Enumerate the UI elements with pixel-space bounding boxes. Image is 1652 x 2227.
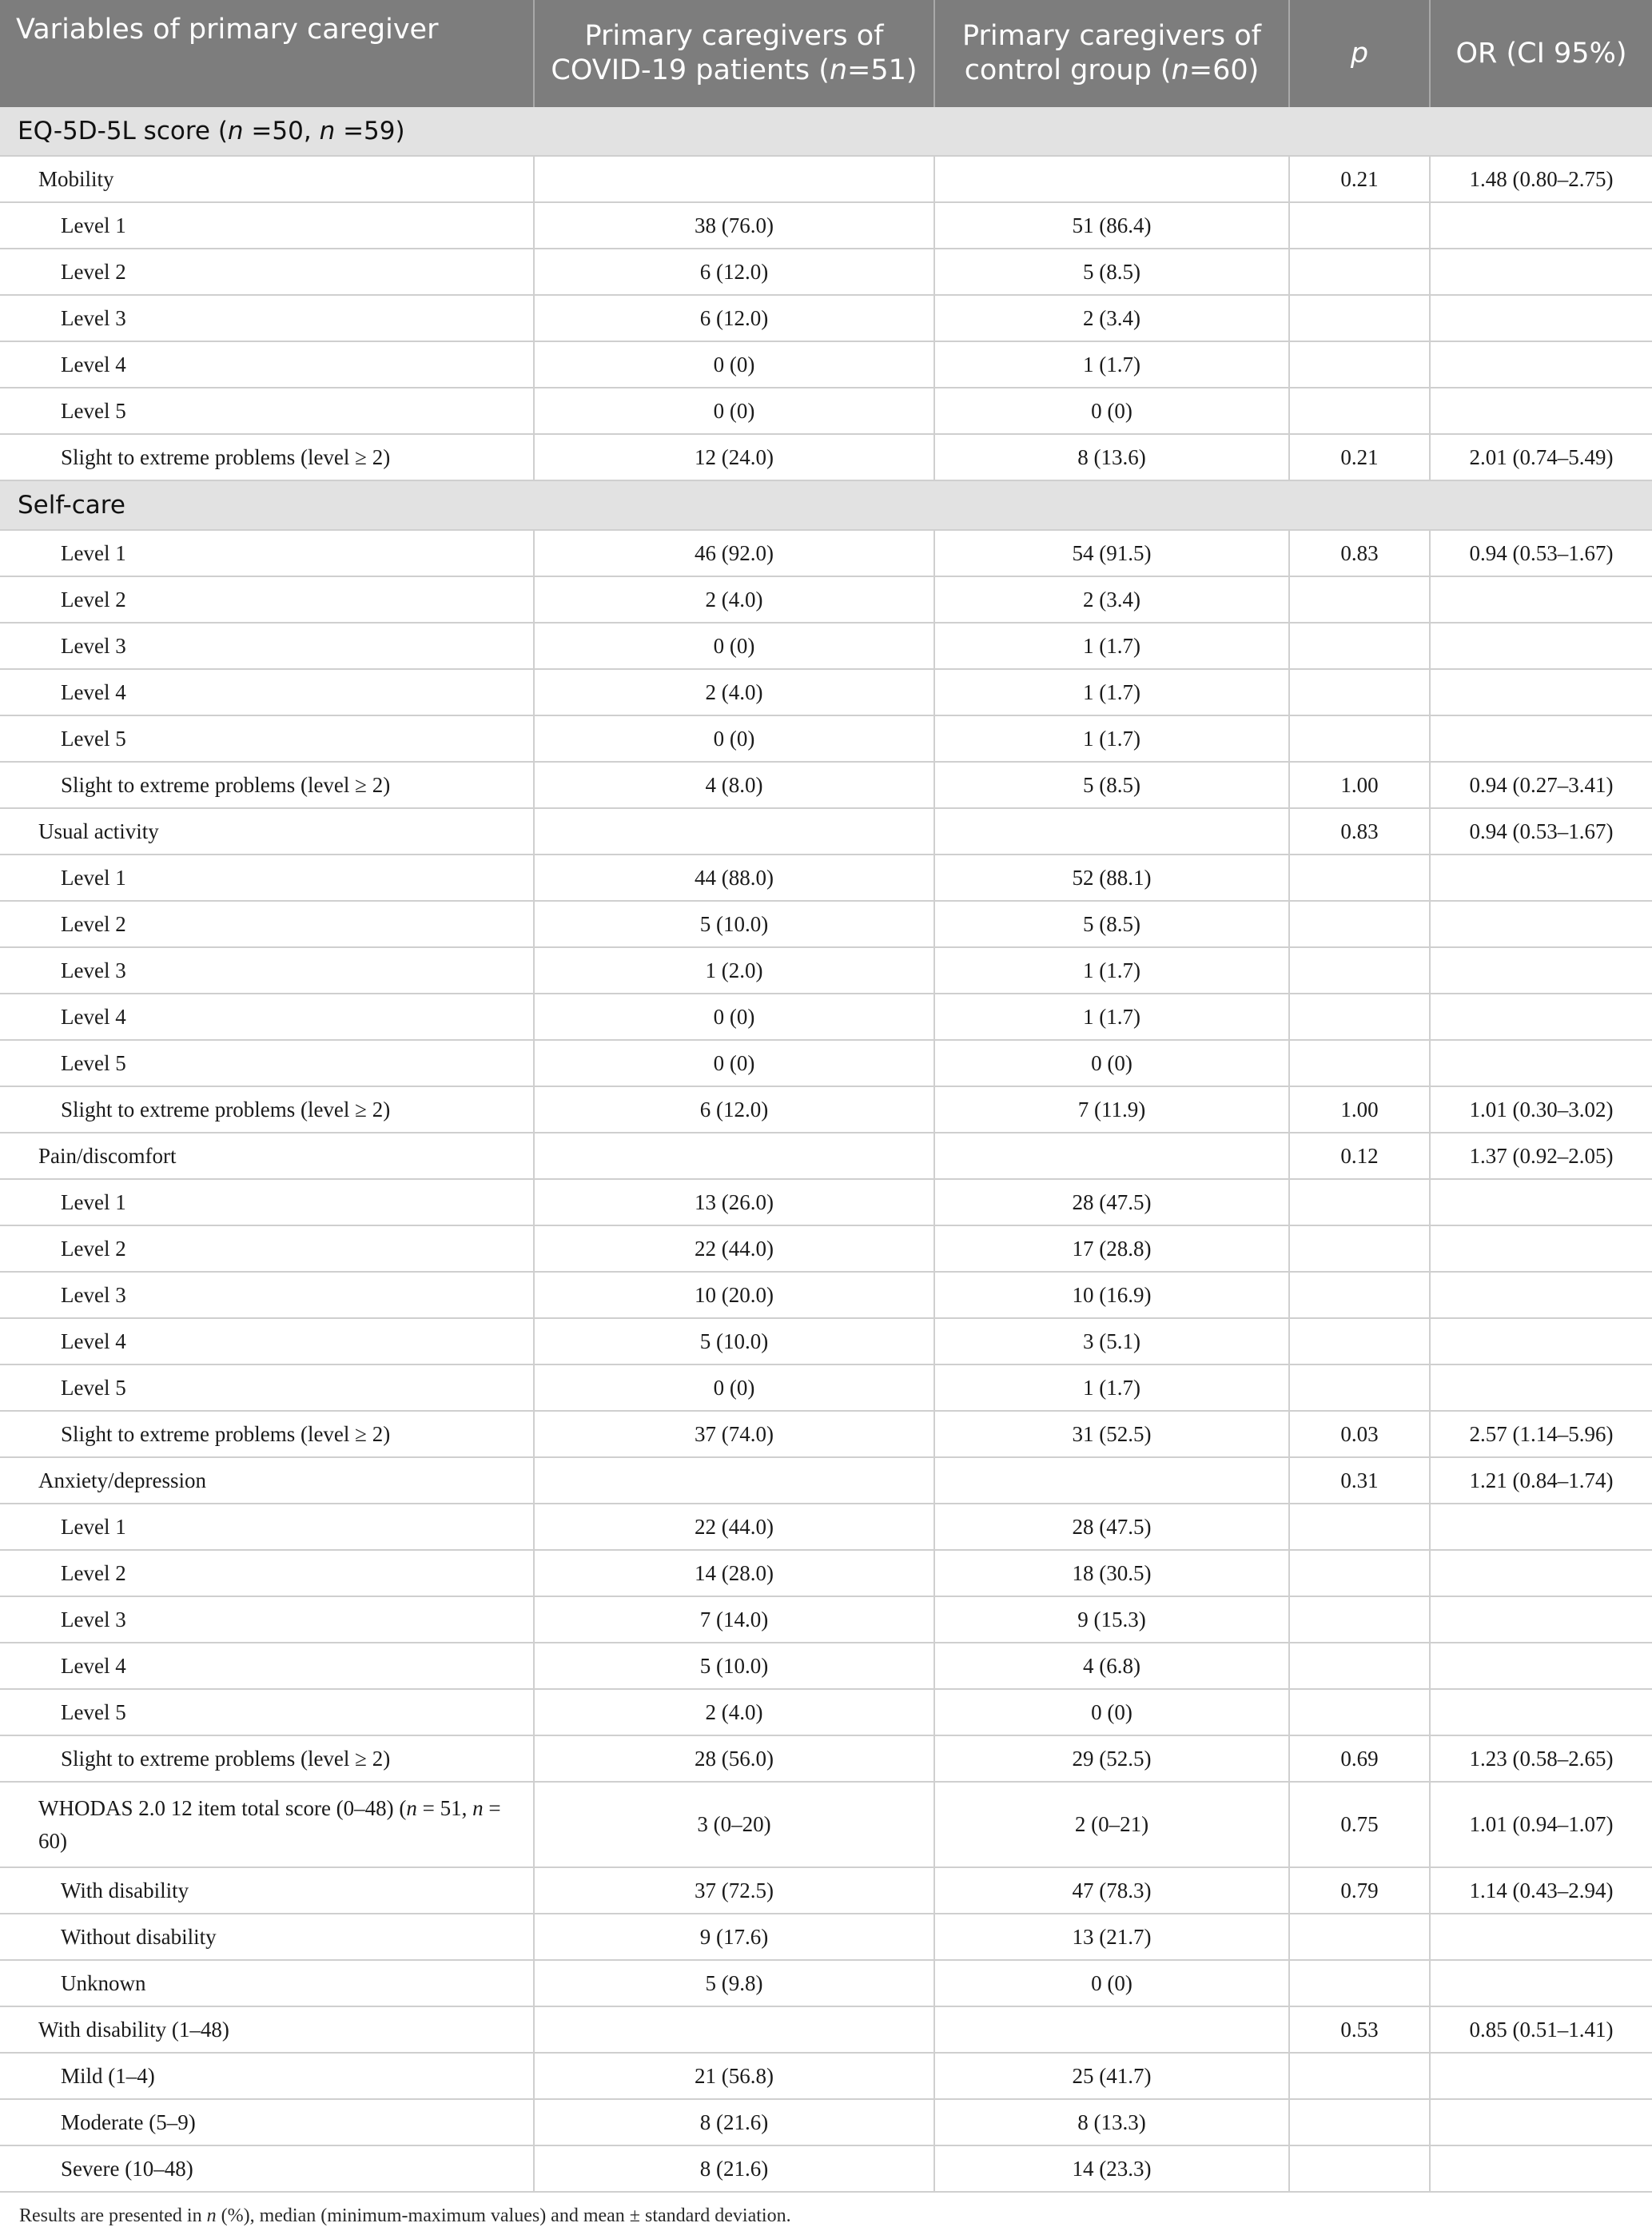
header-control-caregivers xyxy=(934,0,1289,107)
italic-symbol: p xyxy=(1350,37,1369,70)
text-part: Primary caregivers of control group ( xyxy=(962,20,1261,86)
control-group-value xyxy=(934,1457,1289,1504)
table-row xyxy=(0,947,1652,994)
odds-ratio-value xyxy=(1430,1272,1652,1318)
covid-group-value: 46 (92.0) xyxy=(534,530,934,576)
table-row xyxy=(0,1960,1652,2006)
control-group-value: 9 (15.3) xyxy=(934,1596,1289,1643)
row-label: Pain/discomfort xyxy=(0,1133,534,1179)
control-group-value: 13 (21.7) xyxy=(934,1914,1289,1960)
p-value xyxy=(1289,669,1430,715)
table-row xyxy=(0,530,1652,576)
text-part: = 60) xyxy=(38,1795,501,1853)
table-row xyxy=(0,1225,1652,1272)
row-label: Usual activity xyxy=(0,808,534,855)
control-group-value: 0 (0) xyxy=(934,1040,1289,1086)
text-part: Primary caregivers of COVID-19 patients ( xyxy=(551,20,884,86)
odds-ratio-value: 0.94 (0.53–1.67) xyxy=(1430,530,1652,576)
covid-group-value: 1 (2.0) xyxy=(534,947,934,994)
row-label: Mild (1–4) xyxy=(0,2053,534,2099)
p-value: 0.03 xyxy=(1289,1411,1430,1457)
p-value: 0.21 xyxy=(1289,156,1430,202)
p-value: 0.53 xyxy=(1289,2006,1430,2053)
row-label: Level 3 xyxy=(0,1272,534,1318)
covid-group-value: 4 (8.0) xyxy=(534,762,934,808)
italic-symbol: n xyxy=(829,54,848,86)
table-row xyxy=(0,901,1652,947)
p-value xyxy=(1289,576,1430,623)
covid-group-value: 22 (44.0) xyxy=(534,1225,934,1272)
control-group-value xyxy=(934,1133,1289,1179)
row-label: Severe (10–48) xyxy=(0,2145,534,2192)
table-row xyxy=(0,715,1652,762)
row-label: Slight to extreme problems (level ≥ 2) xyxy=(0,762,534,808)
row-label: Slight to extreme problems (level ≥ 2) xyxy=(0,1411,534,1457)
row-label: Level 1 xyxy=(0,530,534,576)
odds-ratio-value xyxy=(1430,855,1652,901)
control-group-value: 10 (16.9) xyxy=(934,1272,1289,1318)
control-group-value: 5 (8.5) xyxy=(934,901,1289,947)
odds-ratio-value: 2.01 (0.74–5.49) xyxy=(1430,434,1652,480)
odds-ratio-value xyxy=(1430,388,1652,434)
odds-ratio-value xyxy=(1430,947,1652,994)
p-value xyxy=(1289,295,1430,341)
covid-group-value xyxy=(534,1457,934,1504)
row-label: Anxiety/depression xyxy=(0,1457,534,1504)
row-label: With disability xyxy=(0,1867,534,1914)
p-value xyxy=(1289,1225,1430,1272)
table-row xyxy=(0,994,1652,1040)
row-label: Level 4 xyxy=(0,1318,534,1364)
row-label: Level 2 xyxy=(0,576,534,623)
row-label xyxy=(0,1782,534,1867)
control-group-value: 5 (8.5) xyxy=(934,762,1289,808)
odds-ratio-value xyxy=(1430,295,1652,341)
table-row xyxy=(0,202,1652,249)
odds-ratio-value xyxy=(1430,1643,1652,1689)
row-label: Level 1 xyxy=(0,1504,534,1550)
p-value: 0.31 xyxy=(1289,1457,1430,1504)
p-value: 0.83 xyxy=(1289,808,1430,855)
p-value: 0.21 xyxy=(1289,434,1430,480)
p-value xyxy=(1289,202,1430,249)
covid-group-value: 5 (10.0) xyxy=(534,1643,934,1689)
covid-group-value: 38 (76.0) xyxy=(534,202,934,249)
covid-group-value: 3 (0–20) xyxy=(534,1782,934,1867)
control-group-value: 0 (0) xyxy=(934,1689,1289,1735)
table-row xyxy=(0,1504,1652,1550)
row-label: Level 3 xyxy=(0,623,534,669)
control-group-value: 52 (88.1) xyxy=(934,855,1289,901)
table-row xyxy=(0,1782,1652,1867)
p-value xyxy=(1289,249,1430,295)
covid-group-value: 6 (12.0) xyxy=(534,1086,934,1133)
control-group-value xyxy=(934,156,1289,202)
row-label: Level 4 xyxy=(0,669,534,715)
odds-ratio-value: 1.01 (0.30–3.02) xyxy=(1430,1086,1652,1133)
row-label: With disability (1–48) xyxy=(0,2006,534,2053)
row-label: Level 5 xyxy=(0,388,534,434)
table-row xyxy=(0,1596,1652,1643)
control-group-value: 47 (78.3) xyxy=(934,1867,1289,1914)
row-label: Level 1 xyxy=(0,855,534,901)
control-group-value xyxy=(934,2006,1289,2053)
p-value: 0.79 xyxy=(1289,1867,1430,1914)
section-header-row xyxy=(0,107,1652,156)
covid-group-value: 0 (0) xyxy=(534,623,934,669)
covid-group-value: 5 (10.0) xyxy=(534,1318,934,1364)
odds-ratio-value: 1.23 (0.58–2.65) xyxy=(1430,1735,1652,1782)
table-row xyxy=(0,2145,1652,2192)
control-group-value: 1 (1.7) xyxy=(934,1364,1289,1411)
covid-group-value: 6 (12.0) xyxy=(534,295,934,341)
p-value xyxy=(1289,1272,1430,1318)
table-row xyxy=(0,388,1652,434)
odds-ratio-value xyxy=(1430,1318,1652,1364)
italic-symbol: n xyxy=(319,117,336,145)
row-label: Level 5 xyxy=(0,1689,534,1735)
p-value xyxy=(1289,1179,1430,1225)
control-group-value: 2 (3.4) xyxy=(934,295,1289,341)
row-label: Slight to extreme problems (level ≥ 2) xyxy=(0,1735,534,1782)
odds-ratio-value xyxy=(1430,1179,1652,1225)
p-value xyxy=(1289,1040,1430,1086)
odds-ratio-value xyxy=(1430,1596,1652,1643)
odds-ratio-value xyxy=(1430,994,1652,1040)
row-label: Slight to extreme problems (level ≥ 2) xyxy=(0,434,534,480)
p-value: 1.00 xyxy=(1289,762,1430,808)
covid-group-value: 2 (4.0) xyxy=(534,1689,934,1735)
odds-ratio-value xyxy=(1430,202,1652,249)
text-part: EQ-5D-5L score ( xyxy=(18,117,228,145)
control-group-value: 1 (1.7) xyxy=(934,623,1289,669)
text-part: = 51, xyxy=(416,1795,473,1820)
control-group-value: 54 (91.5) xyxy=(934,530,1289,576)
odds-ratio-value: 1.37 (0.92–2.05) xyxy=(1430,1133,1652,1179)
control-group-value: 1 (1.7) xyxy=(934,715,1289,762)
table-row xyxy=(0,808,1652,855)
control-group-value: 1 (1.7) xyxy=(934,341,1289,388)
odds-ratio-value xyxy=(1430,2053,1652,2099)
covid-group-value: 5 (10.0) xyxy=(534,901,934,947)
table-body xyxy=(0,107,1652,2192)
control-group-value: 28 (47.5) xyxy=(934,1504,1289,1550)
table-row xyxy=(0,1735,1652,1782)
control-group-value: 8 (13.3) xyxy=(934,2099,1289,2145)
table-row xyxy=(0,1867,1652,1914)
p-value xyxy=(1289,2145,1430,2192)
odds-ratio-value xyxy=(1430,1504,1652,1550)
control-group-value: 2 (0–21) xyxy=(934,1782,1289,1867)
covid-group-value: 0 (0) xyxy=(534,715,934,762)
table-row xyxy=(0,2006,1652,2053)
control-group-value xyxy=(934,808,1289,855)
odds-ratio-value: 1.14 (0.43–2.94) xyxy=(1430,1867,1652,1914)
p-value xyxy=(1289,1643,1430,1689)
table-row xyxy=(0,1411,1652,1457)
control-group-value: 18 (30.5) xyxy=(934,1550,1289,1596)
control-group-value: 14 (23.3) xyxy=(934,2145,1289,2192)
text-part: Self-care xyxy=(18,491,125,520)
table-row xyxy=(0,341,1652,388)
p-value: 0.12 xyxy=(1289,1133,1430,1179)
control-group-value: 1 (1.7) xyxy=(934,669,1289,715)
control-group-value: 3 (5.1) xyxy=(934,1318,1289,1364)
covid-group-value: 2 (4.0) xyxy=(534,669,934,715)
p-value xyxy=(1289,1504,1430,1550)
control-group-value: 5 (8.5) xyxy=(934,249,1289,295)
header-odds-ratio xyxy=(1430,0,1652,107)
covid-group-value: 14 (28.0) xyxy=(534,1550,934,1596)
control-group-value: 1 (1.7) xyxy=(934,947,1289,994)
p-value xyxy=(1289,994,1430,1040)
control-group-value: 1 (1.7) xyxy=(934,994,1289,1040)
row-label: Level 5 xyxy=(0,715,534,762)
p-value xyxy=(1289,341,1430,388)
header-variables xyxy=(0,0,534,107)
p-value: 0.69 xyxy=(1289,1735,1430,1782)
header-p-value xyxy=(1289,0,1430,107)
p-value xyxy=(1289,1914,1430,1960)
odds-ratio-value: 1.21 (0.84–1.74) xyxy=(1430,1457,1652,1504)
odds-ratio-value xyxy=(1430,1225,1652,1272)
control-group-value: 51 (86.4) xyxy=(934,202,1289,249)
row-label: Level 1 xyxy=(0,1179,534,1225)
covid-group-value: 22 (44.0) xyxy=(534,1504,934,1550)
control-group-value: 0 (0) xyxy=(934,388,1289,434)
covid-group-value: 0 (0) xyxy=(534,341,934,388)
table-row xyxy=(0,2053,1652,2099)
covid-group-value: 8 (21.6) xyxy=(534,2099,934,2145)
table-row xyxy=(0,576,1652,623)
p-value xyxy=(1289,1318,1430,1364)
control-group-value: 25 (41.7) xyxy=(934,2053,1289,2099)
covid-group-value: 21 (56.8) xyxy=(534,2053,934,2099)
text-part: =50, xyxy=(243,117,320,145)
p-value xyxy=(1289,2099,1430,2145)
table-row xyxy=(0,1457,1652,1504)
covid-group-value: 0 (0) xyxy=(534,1040,934,1086)
odds-ratio-value xyxy=(1430,1914,1652,1960)
odds-ratio-value xyxy=(1430,1040,1652,1086)
table-row xyxy=(0,1179,1652,1225)
covid-group-value: 6 (12.0) xyxy=(534,249,934,295)
table-row xyxy=(0,1040,1652,1086)
control-group-value: 4 (6.8) xyxy=(934,1643,1289,1689)
italic-symbol: n xyxy=(1171,54,1189,86)
table-row xyxy=(0,1643,1652,1689)
control-group-value: 29 (52.5) xyxy=(934,1735,1289,1782)
covid-group-value: 7 (14.0) xyxy=(534,1596,934,1643)
covid-group-value: 28 (56.0) xyxy=(534,1735,934,1782)
row-label: Level 2 xyxy=(0,901,534,947)
odds-ratio-value: 0.94 (0.53–1.67) xyxy=(1430,808,1652,855)
table-header xyxy=(0,0,1652,107)
covid-group-value xyxy=(534,2006,934,2053)
odds-ratio-value xyxy=(1430,1960,1652,2006)
row-label: Level 4 xyxy=(0,1643,534,1689)
covid-group-value: 44 (88.0) xyxy=(534,855,934,901)
text-part: (%), median (minimum-maximum values) and mean ± standard deviation. xyxy=(216,2205,791,2226)
p-value xyxy=(1289,623,1430,669)
row-label: Mobility xyxy=(0,156,534,202)
covid-group-value: 8 (21.6) xyxy=(534,2145,934,2192)
table-row xyxy=(0,156,1652,202)
covid-group-value: 37 (72.5) xyxy=(534,1867,934,1914)
italic-symbol: n xyxy=(472,1795,484,1820)
table-row xyxy=(0,1914,1652,1960)
header-row xyxy=(0,0,1652,107)
p-value xyxy=(1289,715,1430,762)
p-value xyxy=(1289,1689,1430,1735)
table-row xyxy=(0,2099,1652,2145)
row-label: Level 2 xyxy=(0,1550,534,1596)
row-label: Moderate (5–9) xyxy=(0,2099,534,2145)
row-label: Level 5 xyxy=(0,1040,534,1086)
covid-group-value xyxy=(534,1133,934,1179)
odds-ratio-value xyxy=(1430,249,1652,295)
covid-group-value: 37 (74.0) xyxy=(534,1411,934,1457)
covid-group-value: 5 (9.8) xyxy=(534,1960,934,2006)
covid-group-value: 9 (17.6) xyxy=(534,1914,934,1960)
p-value xyxy=(1289,1550,1430,1596)
table-row xyxy=(0,762,1652,808)
row-label: Level 3 xyxy=(0,1596,534,1643)
row-label: Level 2 xyxy=(0,1225,534,1272)
odds-ratio-value xyxy=(1430,901,1652,947)
covid-group-value: 2 (4.0) xyxy=(534,576,934,623)
odds-ratio-value xyxy=(1430,1689,1652,1735)
odds-ratio-value xyxy=(1430,1364,1652,1411)
p-value: 0.83 xyxy=(1289,530,1430,576)
odds-ratio-value: 0.94 (0.27–3.41) xyxy=(1430,762,1652,808)
odds-ratio-value xyxy=(1430,2099,1652,2145)
row-label: Level 1 xyxy=(0,202,534,249)
control-group-value: 28 (47.5) xyxy=(934,1179,1289,1225)
covid-group-value: 13 (26.0) xyxy=(534,1179,934,1225)
odds-ratio-value xyxy=(1430,2145,1652,2192)
odds-ratio-value xyxy=(1430,715,1652,762)
covid-group-value xyxy=(534,808,934,855)
control-group-value: 0 (0) xyxy=(934,1960,1289,2006)
odds-ratio-value: 2.57 (1.14–5.96) xyxy=(1430,1411,1652,1457)
italic-symbol: n xyxy=(406,1795,417,1820)
text-part: Variables of primary caregiver xyxy=(16,14,439,46)
control-group-value: 8 (13.6) xyxy=(934,434,1289,480)
control-group-value: 2 (3.4) xyxy=(934,576,1289,623)
table-row xyxy=(0,295,1652,341)
table-row xyxy=(0,623,1652,669)
section-title xyxy=(0,480,1652,530)
table-row xyxy=(0,1689,1652,1735)
control-group-value: 7 (11.9) xyxy=(934,1086,1289,1133)
p-value: 0.75 xyxy=(1289,1782,1430,1867)
odds-ratio-value xyxy=(1430,669,1652,715)
odds-ratio-value xyxy=(1430,1550,1652,1596)
covid-group-value: 0 (0) xyxy=(534,1364,934,1411)
table-row xyxy=(0,1133,1652,1179)
p-value xyxy=(1289,1960,1430,2006)
row-label: Unknown xyxy=(0,1960,534,2006)
table-row xyxy=(0,1550,1652,1596)
row-label: Level 3 xyxy=(0,295,534,341)
row-label: Level 4 xyxy=(0,341,534,388)
covid-group-value: 10 (20.0) xyxy=(534,1272,934,1318)
text-part: =60) xyxy=(1188,54,1260,86)
table-row xyxy=(0,1086,1652,1133)
text-part: =59) xyxy=(335,117,405,145)
odds-ratio-value xyxy=(1430,341,1652,388)
row-label: Level 5 xyxy=(0,1364,534,1411)
section-title xyxy=(0,107,1652,156)
section-header-row xyxy=(0,480,1652,530)
p-value: 1.00 xyxy=(1289,1086,1430,1133)
p-value xyxy=(1289,1364,1430,1411)
covid-group-value: 12 (24.0) xyxy=(534,434,934,480)
p-value xyxy=(1289,855,1430,901)
italic-symbol: n xyxy=(227,117,244,145)
p-value xyxy=(1289,947,1430,994)
odds-ratio-value xyxy=(1430,576,1652,623)
row-label: Slight to extreme problems (level ≥ 2) xyxy=(0,1086,534,1133)
text-part: WHODAS 2.0 12 item total score (0–48) ( xyxy=(38,1795,407,1820)
table-row xyxy=(0,249,1652,295)
italic-symbol: n xyxy=(206,2205,217,2226)
row-label: Without disability xyxy=(0,1914,534,1960)
table-row xyxy=(0,1318,1652,1364)
table-row xyxy=(0,1364,1652,1411)
control-group-value: 17 (28.8) xyxy=(934,1225,1289,1272)
p-value xyxy=(1289,388,1430,434)
p-value xyxy=(1289,901,1430,947)
table-row xyxy=(0,855,1652,901)
row-label: Level 4 xyxy=(0,994,534,1040)
text-part: =51) xyxy=(847,54,918,86)
odds-ratio-value: 1.01 (0.94–1.07) xyxy=(1430,1782,1652,1867)
covid-group-value: 0 (0) xyxy=(534,994,934,1040)
covid-group-value xyxy=(534,156,934,202)
odds-ratio-value xyxy=(1430,623,1652,669)
odds-ratio-value: 0.85 (0.51–1.41) xyxy=(1430,2006,1652,2053)
header-covid-caregivers xyxy=(534,0,934,107)
row-label: Level 3 xyxy=(0,947,534,994)
text-part: OR (CI 95%) xyxy=(1455,37,1627,70)
table-row xyxy=(0,1272,1652,1318)
table-row xyxy=(0,669,1652,715)
odds-ratio-value: 1.48 (0.80–2.75) xyxy=(1430,156,1652,202)
table-row xyxy=(0,434,1652,480)
covid-group-value: 0 (0) xyxy=(534,388,934,434)
control-group-value: 31 (52.5) xyxy=(934,1411,1289,1457)
row-label: Level 2 xyxy=(0,249,534,295)
text-part: Results are presented in xyxy=(19,2205,207,2226)
p-value xyxy=(1289,2053,1430,2099)
p-value xyxy=(1289,1596,1430,1643)
